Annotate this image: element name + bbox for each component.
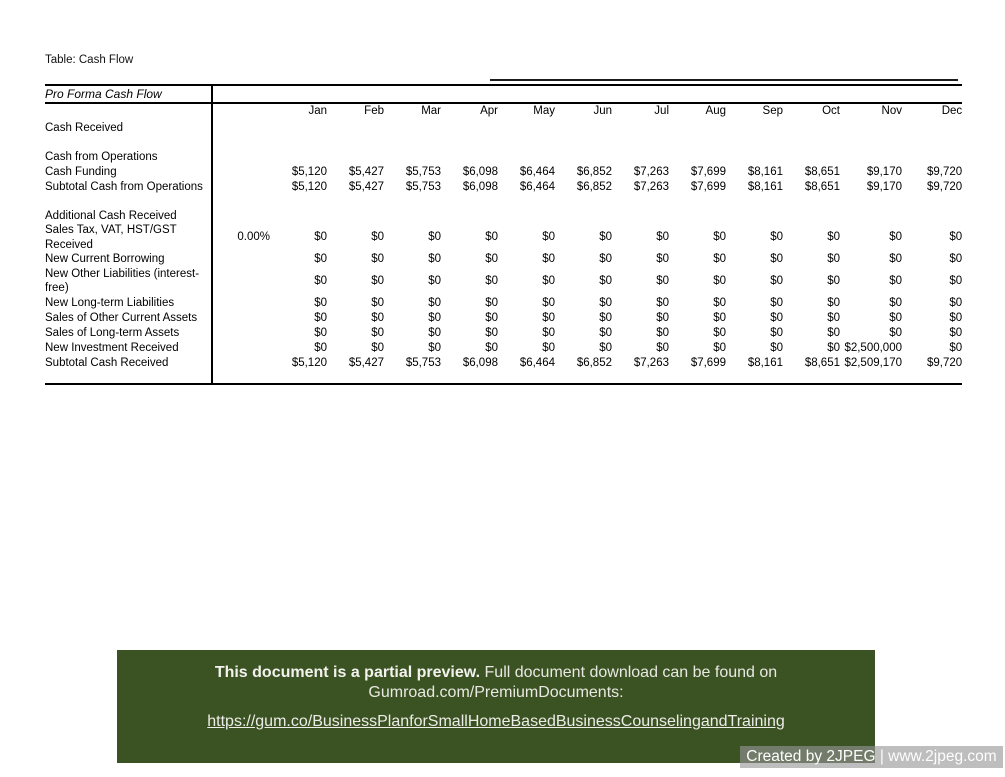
value-cell: $8,651: [804, 180, 840, 193]
value-cell: $0: [770, 296, 783, 309]
row-label: Subtotal Cash from Operations: [45, 179, 212, 194]
value-cell: $0: [656, 311, 669, 324]
cash-flow-table: [45, 84, 962, 385]
row-spacer: [212, 120, 962, 135]
value-cell: $0: [713, 341, 726, 354]
value-cell: $0: [713, 311, 726, 324]
table-row: [45, 149, 962, 164]
row-label: [45, 370, 212, 384]
row-label: Additional Cash Received: [45, 208, 212, 223]
value-cell: $0: [371, 326, 384, 339]
document-title: Table: Cash Flow: [45, 54, 134, 66]
value-cell: $7,699: [690, 180, 726, 193]
value-cell: $0: [889, 296, 902, 309]
value-cell: $0: [889, 231, 902, 244]
table-row: [45, 208, 962, 223]
value-cell: $0: [770, 231, 783, 244]
row-label: New Long-term Liabilities: [45, 295, 212, 310]
value-cell: $0: [371, 231, 384, 244]
value-cell: $8,161: [747, 165, 783, 178]
value-cell: $0: [827, 275, 840, 288]
value-cell: $0: [485, 326, 498, 339]
value-cell: $0: [542, 311, 555, 324]
value-cell: $0: [827, 326, 840, 339]
table-row: [45, 267, 962, 296]
value-cell: $7,263: [633, 165, 669, 178]
value-cell: $6,098: [462, 356, 498, 369]
row-label: [45, 135, 212, 149]
value-cell: $0: [599, 275, 612, 288]
month-header: Apr: [480, 105, 498, 117]
table-row: [45, 223, 962, 252]
value-cell: $0: [314, 311, 327, 324]
value-cell: $6,852: [576, 356, 612, 369]
value-cell: $0: [428, 231, 441, 244]
value-cell: $0: [656, 296, 669, 309]
table-row: [45, 310, 962, 325]
value-cell: $0: [827, 311, 840, 324]
value-cell: $6,852: [576, 180, 612, 193]
pct-cell: [212, 267, 270, 296]
row-label: Sales of Other Current Assets: [45, 310, 212, 325]
value-cell: $9,170: [866, 165, 902, 178]
value-cell: $5,753: [405, 180, 441, 193]
value-cell: $0: [485, 341, 498, 354]
row-spacer: [212, 208, 962, 223]
value-cell: $6,852: [576, 165, 612, 178]
value-cell: $0: [485, 275, 498, 288]
value-cell: $0: [599, 326, 612, 339]
value-cell: $0: [371, 296, 384, 309]
table-row: [45, 179, 962, 194]
value-cell: $0: [713, 326, 726, 339]
table-tail-row: [45, 370, 962, 384]
table-row: [45, 252, 962, 267]
value-cell: $6,464: [519, 356, 555, 369]
value-cell: $0: [656, 231, 669, 244]
value-cell: $7,263: [633, 180, 669, 193]
value-cell: $5,753: [405, 165, 441, 178]
value-cell: $0: [949, 341, 963, 354]
gumroad-link[interactable]: https://gum.co/BusinessPlanforSmallHomeBasedBusinessCounselingandTraining: [207, 713, 785, 730]
banner-bold-text: This document is a partial preview.: [214, 664, 481, 681]
value-cell: $0: [770, 311, 783, 324]
pct-cell: 0.00%: [237, 231, 270, 244]
value-cell: $0: [827, 253, 840, 266]
value-cell: $7,699: [690, 356, 726, 369]
value-cell: $0: [949, 253, 963, 266]
value-cell: $0: [428, 341, 441, 354]
table-row: [45, 355, 962, 370]
table-header-row: [45, 85, 962, 103]
banner-line2: Gumroad.com/PremiumDocuments:: [368, 683, 624, 701]
banner-rest-text: Full document download can be found on: [480, 664, 778, 681]
value-cell: $0: [599, 231, 612, 244]
month-header: Nov: [881, 105, 902, 117]
value-cell: $0: [371, 253, 384, 266]
value-cell: $0: [542, 341, 555, 354]
month-header: Jul: [654, 105, 669, 117]
value-cell: $0: [485, 253, 498, 266]
value-cell: $0: [949, 311, 963, 324]
value-cell: $0: [428, 296, 441, 309]
value-cell: $0: [485, 231, 498, 244]
value-cell: $0: [770, 341, 783, 354]
row-label: [45, 194, 212, 208]
value-cell: $0: [599, 253, 612, 266]
value-cell: $0: [889, 253, 902, 266]
value-cell: $5,120: [291, 180, 327, 193]
value-cell: $5,427: [348, 165, 384, 178]
table-row: [45, 135, 962, 149]
value-cell: $0: [371, 341, 384, 354]
value-cell: $0: [889, 275, 902, 288]
month-header: Jun: [593, 105, 612, 117]
table-row: [45, 295, 962, 310]
value-cell: $9,720: [927, 356, 963, 369]
month-header: May: [533, 105, 555, 117]
value-cell: $0: [428, 275, 441, 288]
value-cell: $8,161: [747, 180, 783, 193]
value-cell: $9,720: [927, 165, 963, 178]
value-cell: $8,161: [747, 356, 783, 369]
row-label: Sales of Long-term Assets: [45, 325, 212, 340]
value-cell: $0: [371, 275, 384, 288]
value-cell: $5,120: [291, 356, 327, 369]
row-label: Cash Received: [45, 120, 212, 135]
value-cell: $0: [542, 231, 555, 244]
table-top-rule-artifact: [490, 79, 958, 81]
value-cell: $0: [428, 326, 441, 339]
value-cell: $0: [314, 296, 327, 309]
value-cell: $5,427: [348, 356, 384, 369]
pct-cell: [212, 103, 270, 120]
pct-cell: [212, 325, 270, 340]
month-header: Jan: [308, 105, 327, 117]
pct-cell: [212, 355, 270, 370]
value-cell: $6,098: [462, 180, 498, 193]
value-cell: $0: [599, 341, 612, 354]
value-cell: $6,464: [519, 180, 555, 193]
value-cell: $5,753: [405, 356, 441, 369]
value-cell: $6,464: [519, 165, 555, 178]
value-cell: $5,427: [348, 180, 384, 193]
value-cell: $2,509,170: [844, 356, 902, 369]
row-spacer: [212, 370, 962, 384]
value-cell: $0: [949, 296, 963, 309]
value-cell: $0: [889, 326, 902, 339]
value-cell: $0: [713, 231, 726, 244]
value-cell: $0: [770, 326, 783, 339]
value-cell: $0: [428, 311, 441, 324]
table-header-spacer: [212, 85, 962, 103]
table-row: [45, 325, 962, 340]
table-row: [45, 194, 962, 208]
value-cell: $5,120: [291, 165, 327, 178]
value-cell: $0: [314, 326, 327, 339]
value-cell: $0: [713, 296, 726, 309]
value-cell: $0: [314, 341, 327, 354]
row-spacer: [212, 194, 962, 208]
value-cell: $0: [656, 275, 669, 288]
value-cell: $0: [314, 253, 327, 266]
month-header: Sep: [762, 105, 783, 117]
row-label: Subtotal Cash Received: [45, 355, 212, 370]
value-cell: $2,500,000: [844, 341, 902, 354]
value-cell: $0: [485, 311, 498, 324]
month-header: Oct: [822, 105, 840, 117]
month-header-row: [45, 103, 962, 120]
pct-cell: [212, 310, 270, 325]
value-cell: $0: [827, 296, 840, 309]
value-cell: $0: [599, 311, 612, 324]
pct-cell: [212, 295, 270, 310]
value-cell: $0: [949, 275, 963, 288]
value-cell: $6,098: [462, 165, 498, 178]
value-cell: $0: [713, 275, 726, 288]
row-label: New Other Liabilities (interest-free): [45, 267, 212, 296]
banner-text: [117, 663, 875, 702]
value-cell: $0: [314, 275, 327, 288]
banner-link-row: [117, 712, 875, 732]
value-cell: $0: [949, 326, 963, 339]
row-label: [45, 103, 212, 120]
value-cell: $0: [656, 253, 669, 266]
table-row: [45, 340, 962, 355]
row-label: New Investment Received: [45, 340, 212, 355]
value-cell: $9,720: [927, 180, 963, 193]
watermark: Created by 2JPEG | www.2jpeg.com: [740, 746, 1003, 768]
value-cell: $0: [770, 275, 783, 288]
row-label: New Current Borrowing: [45, 252, 212, 267]
row-label: Sales Tax, VAT, HST/GST Received: [45, 223, 212, 252]
value-cell: $0: [827, 231, 840, 244]
value-cell: $8,651: [804, 356, 840, 369]
month-header: Feb: [364, 105, 384, 117]
value-cell: $0: [542, 253, 555, 266]
value-cell: $0: [770, 253, 783, 266]
value-cell: $0: [949, 231, 963, 244]
value-cell: $7,263: [633, 356, 669, 369]
value-cell: $0: [599, 296, 612, 309]
value-cell: $0: [542, 296, 555, 309]
value-cell: $0: [827, 341, 840, 354]
value-cell: $7,699: [690, 165, 726, 178]
table-title-cell: Pro Forma Cash Flow: [45, 85, 212, 103]
value-cell: $0: [656, 326, 669, 339]
value-cell: $0: [542, 275, 555, 288]
value-cell: $0: [889, 311, 902, 324]
pct-cell: [212, 252, 270, 267]
value-cell: $9,170: [866, 180, 902, 193]
value-cell: $0: [542, 326, 555, 339]
value-cell: $0: [314, 231, 327, 244]
table-row: [45, 164, 962, 179]
row-label: Cash from Operations: [45, 149, 212, 164]
pct-cell: [212, 164, 270, 179]
month-header: Mar: [421, 105, 441, 117]
table-row: [45, 120, 962, 135]
row-label: Cash Funding: [45, 164, 212, 179]
value-cell: $0: [713, 253, 726, 266]
pct-cell: [212, 340, 270, 355]
value-cell: $0: [485, 296, 498, 309]
month-header: Aug: [705, 105, 726, 117]
row-spacer: [212, 149, 962, 164]
value-cell: $0: [656, 341, 669, 354]
value-cell: $0: [371, 311, 384, 324]
row-spacer: [212, 135, 962, 149]
value-cell: $0: [428, 253, 441, 266]
month-header: Dec: [941, 105, 963, 117]
value-cell: $8,651: [804, 165, 840, 178]
pct-cell: [212, 179, 270, 194]
